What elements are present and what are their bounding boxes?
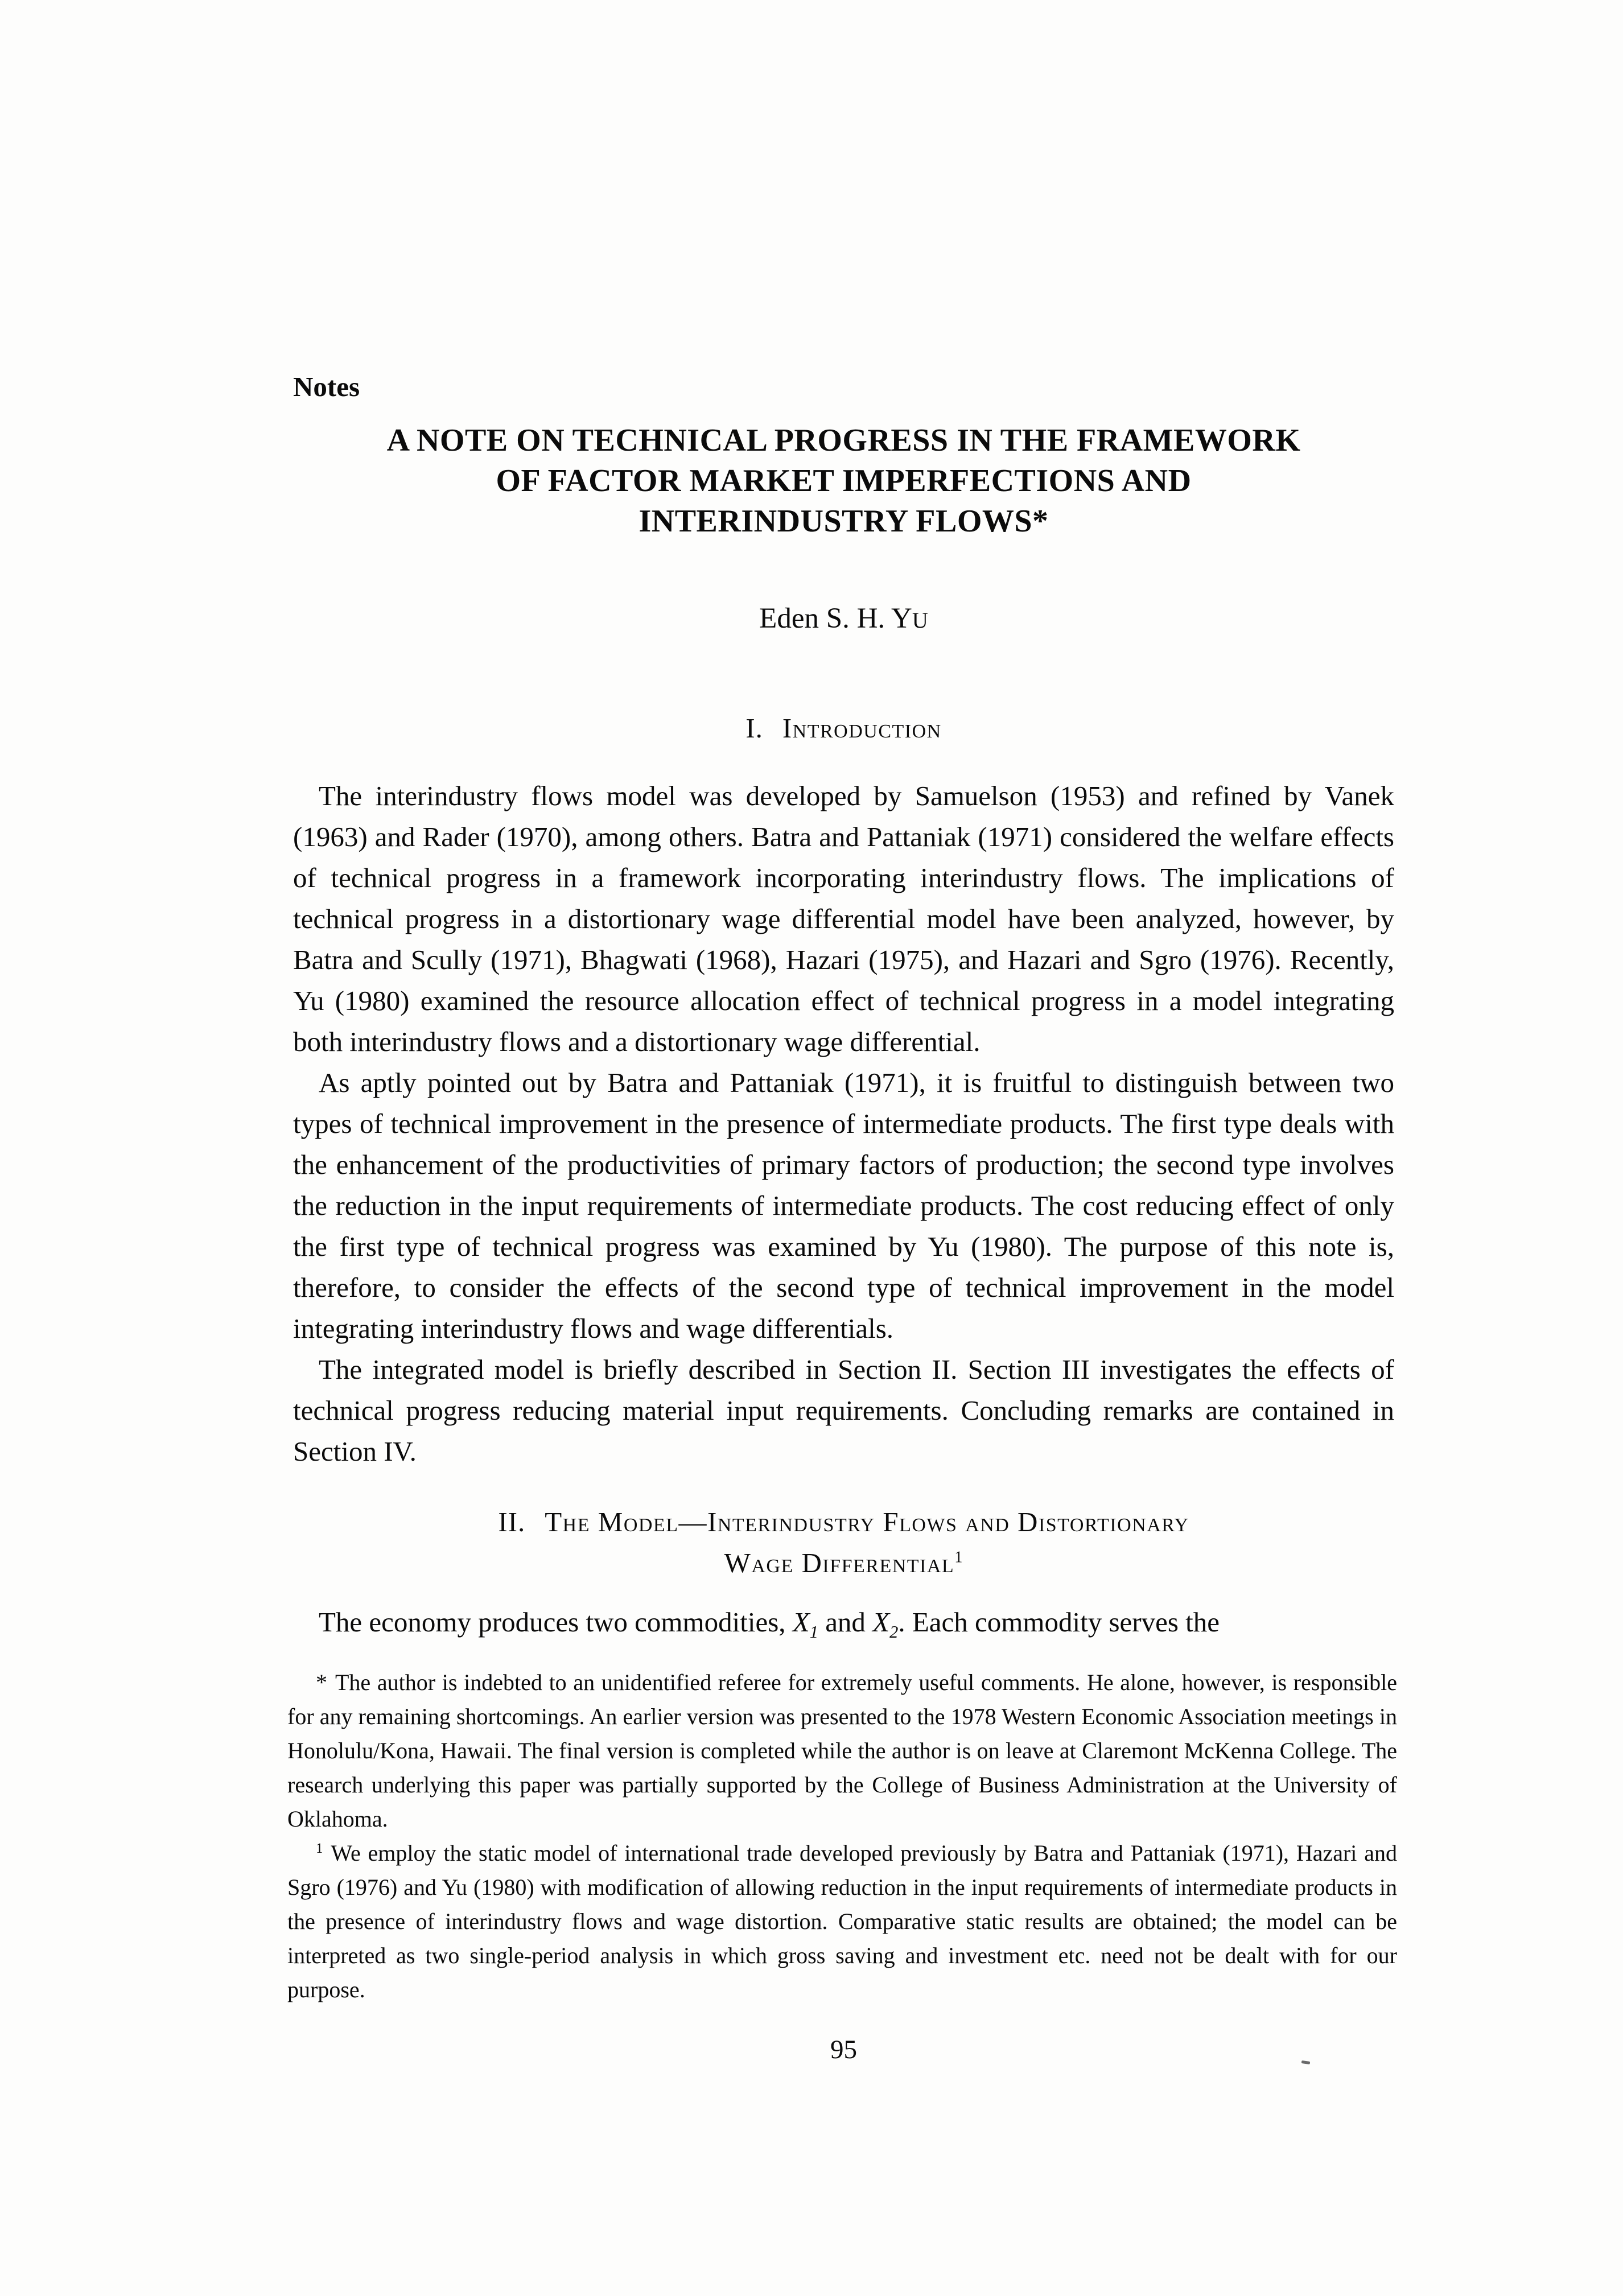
model-paragraph	[293, 1602, 1394, 1643]
footnote-star-marker: *	[316, 1670, 327, 1695]
footnote-1-text: We employ the static model of international trade developed previously by Batra and Pattaniak (1971), Hazari and Sgro (1976) and Yu (1980) with modification of allowing reduction in the input requirements of intermediate products in the presence of interindustry flows and wage distortion. Comparative static results are obtained; the model can be interpreted as two single-period analysis in which gross saving and investment etc. need not be dealt with for our purpose.	[287, 1840, 1397, 2002]
author-name	[293, 601, 1394, 638]
variable-x1: X	[792, 1606, 810, 1638]
footnotes-block	[287, 1666, 1397, 2007]
section-1-heading	[293, 712, 1394, 744]
section-1-title: Introduction	[782, 712, 942, 744]
section-2-heading-line-2	[293, 1543, 1394, 1584]
title-line-1: A NOTE ON TECHNICAL PROGRESS IN THE FRAMEWORK	[386, 423, 1301, 458]
title-line-3: INTERINDUSTRY FLOWS*	[639, 504, 1049, 539]
journal-section-label: Notes	[293, 371, 360, 402]
section-2-title-line-2: Wage Differential	[724, 1547, 955, 1578]
variable-x2: X	[872, 1606, 890, 1638]
footnote-star	[287, 1666, 1397, 1836]
author-name-main: Eden S. H. Y	[759, 603, 912, 634]
footnote-star-text: The author is indebted to an unidentified referee for extremely useful comments. He alone, however, is responsible for any remaining shortcomings. An earlier version was presented to the 1978 Western Economic Association meetings in Honolulu/Kona, Hawaii. The final version is completed while the author is on leave at Claremont McKenna College. The research underlying this paper was partially supported by the College of Business Administration at the University of Oklahoma.	[287, 1670, 1397, 1832]
author-name-smallcap: U	[912, 608, 928, 633]
footnote-reference-1: 1	[954, 1548, 963, 1567]
paper-title	[293, 421, 1394, 542]
title-line-2: OF FACTOR MARKET IMPERFECTIONS AND	[496, 463, 1192, 498]
variable-x1-subscript: 1	[809, 1622, 818, 1642]
page-number: 95	[830, 2035, 857, 2064]
section-2-heading-line-1	[293, 1502, 1394, 1543]
section-2-numeral: II.	[498, 1506, 526, 1537]
section-2-heading	[293, 1502, 1394, 1584]
section-2-title-line-1: The Model—Interindustry Flows and Distortionary	[545, 1506, 1189, 1537]
model-paragraph-pre: The economy produces two commodities,	[319, 1606, 793, 1638]
intro-paragraph-1: The interindustry flows model was developed by Samuelson (1953) and refined by Vanek (1963) and Rader (1970), among others. Batra and Pattaniak (1971) considered the welfare effects of technical progress in a framework incorporating interindustry flows. The implications of technical progress in a distortionary wage differential model have been analyzed, however, by Batra and Scully (1971), Bhagwati (1968), Hazari (1975), and Hazari and Sgro (1976). Recently, Yu (1980) examined the resource allocation effect of technical progress in a model integrating both interindustry flows and a distortionary wage differential.	[293, 780, 1394, 1057]
variable-x2-subscript: 2	[889, 1622, 899, 1642]
footnote-1	[287, 1836, 1397, 2007]
intro-paragraph-2: As aptly pointed out by Batra and Pattaniak (1971), it is fruitful to distinguish between two types of technical improvement in the presence of intermediate products. The first type deals with the enhancement of the productivities of primary factors of production; the second type involves the reduction in the input requirements of intermediate products. The cost reducing effect of only the first type of technical progress was examined by Yu (1980). The purpose of this note is, therefore, to consider the effects of the second type of technical improvement in the model integrating interindustry flows and wage differentials.	[293, 1067, 1394, 1344]
model-paragraph-post: . Each commodity serves the	[898, 1606, 1220, 1638]
section-1-numeral: I.	[745, 712, 763, 744]
model-paragraph-conjunction: and	[818, 1606, 873, 1638]
page-content	[287, 0, 1397, 2066]
intro-paragraph-3: The integrated model is briefly described in Section II. Section III investigates the effects of technical progress reducing material input requirements. Concluding remarks are contained in Section IV.	[293, 1354, 1394, 1467]
footnote-1-marker: 1	[316, 1840, 323, 1856]
